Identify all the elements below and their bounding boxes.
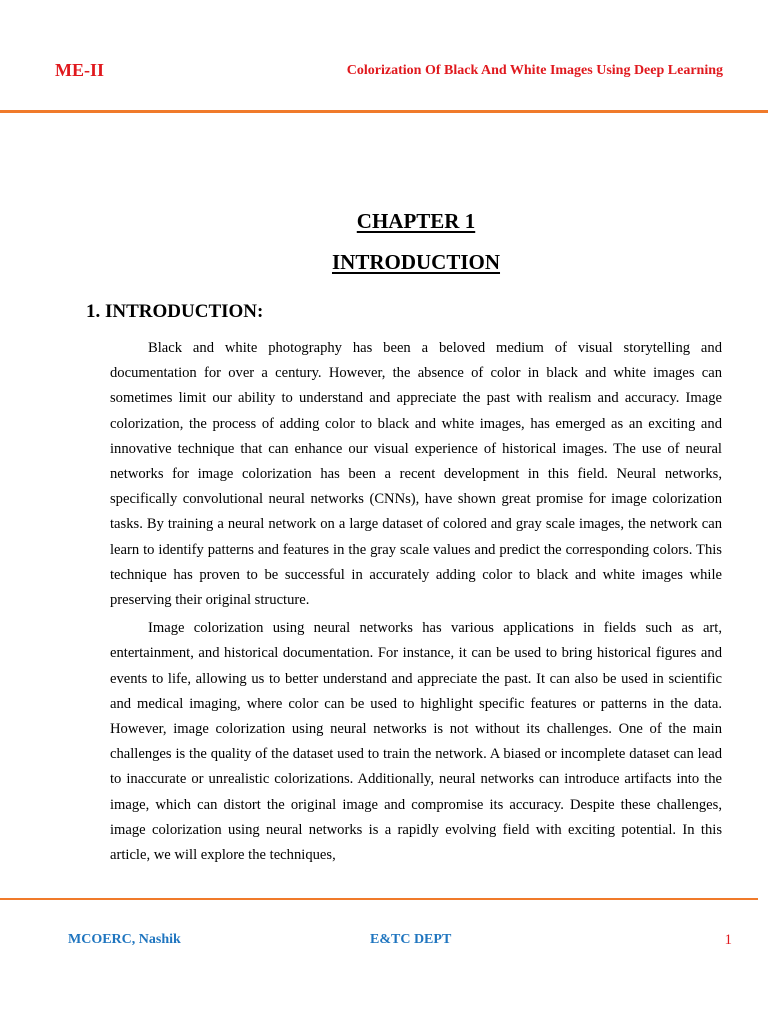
paragraph: Image colorization using neural networks has various applications in fields such as art, entertainment, and historical documentation. For instance, it can be used to bring historical figures and events to life, allowing us to better understand and appreciate the past. It can also be used in scientific and medical imaging, where color can be used to highlight specific features or patterns in the data. However, image colorization using neural networks is not without its challenges. One of the main challenges is the quality of the dataset used to train the network. A biased or incomplete dataset can lead to inaccurate or unrealistic colorizations. Additionally, neural networks can introduce artifacts into the image, which can distort the original image and compromise its accuracy. Despite these challenges, image colorization using neural networks is a rapidly evolving field with exciting potential. In this article, we will explore the techniques, bbox=[110, 620, 722, 864]
chapter-title: INTRODUCTION bbox=[331, 250, 501, 274]
body-text bbox=[110, 336, 722, 871]
footer-institution: MCOERC, Nashik bbox=[68, 932, 181, 947]
header-divider bbox=[0, 110, 768, 113]
header-project-title: Colorization Of Black And White Images Using Deep Learning bbox=[346, 63, 723, 78]
footer-department: E&TC DEPT bbox=[370, 932, 452, 947]
page-number: 1 bbox=[724, 932, 732, 948]
header-course-label: ME-II bbox=[55, 60, 104, 80]
footer-divider bbox=[0, 898, 758, 900]
paragraph: Black and white photography has been a beloved medium of visual storytelling and documentation for over a century. However, the absence of color in black and white images can sometimes limit our ability to understand and appreciate the past with realism and accuracy. Image colorization, the process of adding color to black and white images, has emerged as an exciting and innovative technique that can enhance our visual experience of historical images. The use of neural networks for image colorization has been a recent development in this field. Neural networks, specifically convolutional neural networks (CNNs), have shown great promise for image colorization tasks. By training a neural network on a large dataset of colored and gray scale images, the network can learn to identify patterns and features in the gray scale values and predict the corresponding colors. This technique has proven to be successful in accurately adding color to black and white images while preserving their original structure. bbox=[110, 340, 722, 609]
chapter-number: CHAPTER 1 bbox=[356, 209, 476, 233]
section-heading: 1. INTRODUCTION: bbox=[86, 301, 264, 322]
